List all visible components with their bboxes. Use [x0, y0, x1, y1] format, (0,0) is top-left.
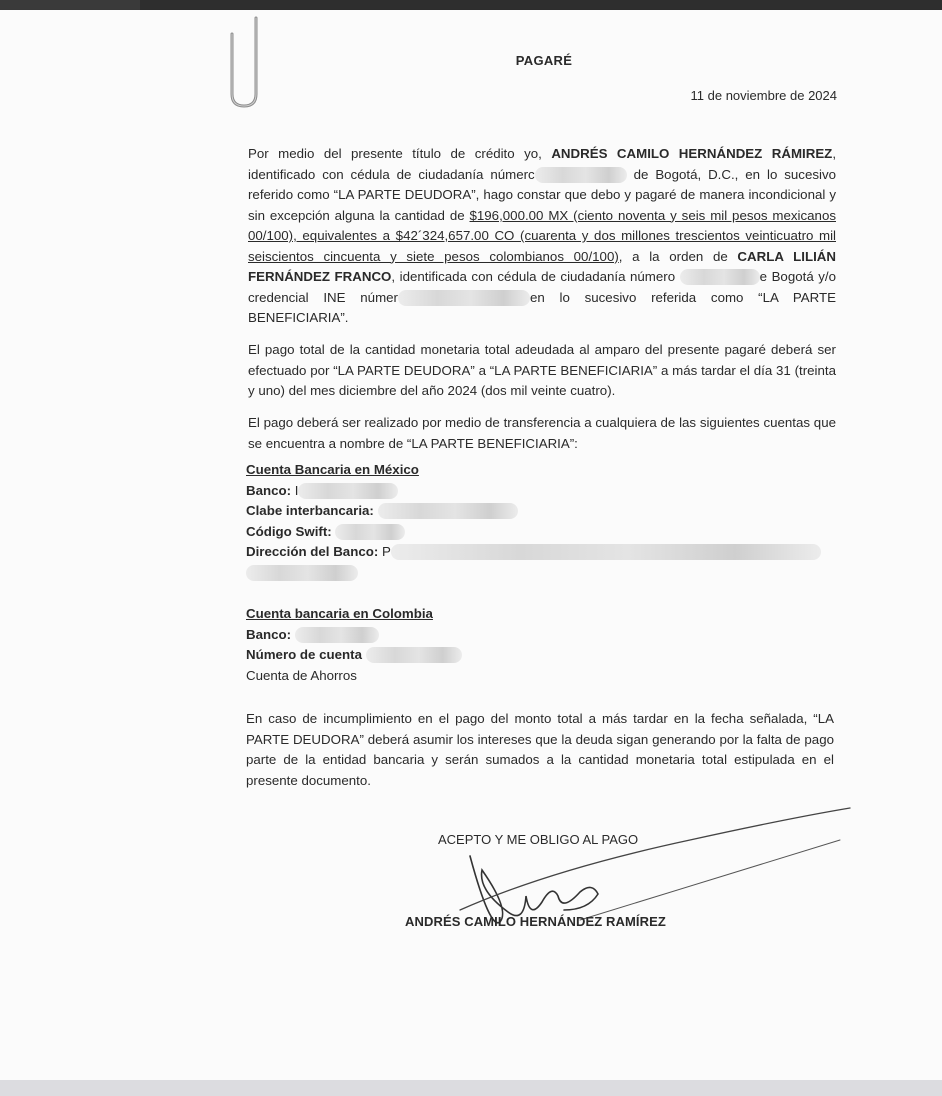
paragraph-payment-method: El pago deberá ser realizado por medio de transferencia a cualquiera de las siguientes cuentas que se encuentra a nombre de “LA PARTE BENEFICIARIA”: — [248, 415, 836, 451]
paragraph-default-clause: En caso de incumplimiento en el pago del monto total a más tardar en la fecha señalada, “LA PARTE DEUDORA” deberá asumir los intereses que la deuda sigan generando por la falta de pago parte de la entidad bancaria y serán sumados a la cantidad monetaria total estipulada en el presente documento. — [246, 711, 834, 788]
document-title: PAGARÉ — [515, 53, 573, 68]
account-type: Cuenta de Ahorros — [246, 667, 357, 683]
redacted-value — [335, 524, 405, 540]
colombia-account: Cuenta bancaria en Colombia Banco: Número de cuenta Cuenta de Ahorros — [246, 604, 846, 686]
bottom-edge — [0, 1080, 942, 1096]
paragraph-payment-date: El pago total de la cantidad monetaria total adeudada al amparo del presente pagaré deberá ser efectuado por “LA PARTE DEUDORA” a “LA PARTE BENEFICIARIA” a más tardar el día 31 (treinta y uno) del mes diciembre del año 2024 (dos mil veinte cuatro). — [248, 342, 836, 398]
document-date: 11 de noviembre de 2024 — [690, 88, 837, 103]
redacted-value — [391, 544, 821, 560]
redacted-value — [298, 483, 398, 499]
redacted-id — [535, 167, 627, 183]
signature-caption: ACEPTO Y ME OBLIGO AL PAGO — [438, 832, 639, 847]
amount-text: $196,000.00 MX (ciento noventa y seis mil pesos mexicanos 00/100), equivalentes a $42´324,657.00 CO (cuarenta y dos millones trescientos veinticuatro mil seiscientos cincuenta y siete pesos colombianos 00/100) — [248, 207, 836, 264]
creditor-name: CARLA LILIÁN FERNÁNDEZ FRANCO — [248, 248, 836, 284]
redacted-ine — [398, 290, 530, 306]
redacted-value — [295, 627, 379, 643]
debtor-name: ANDRÉS CAMILO HERNÁNDEZ RÁMIREZ — [551, 146, 833, 161]
redacted-id — [680, 269, 760, 285]
redacted-value — [378, 503, 518, 519]
redacted-value — [366, 647, 462, 663]
signer-name: ANDRÉS CAMILO HERNÁNDEZ RAMÍREZ — [405, 914, 666, 929]
paragraph-obligation: Por medio del presente título de crédito yo, ANDRÉS CAMILO HERNÁNDEZ RÁMIREZ, identificado con cédula de ciudadanía númerc de Bogotá, D.C., en lo sucesivo referido como “LA PARTE DEUDORA”, hago constar que debo y pagaré de manera incondicional y sin excepción alguna la cantidad de $196,000.00 MX (ciento noventa y seis mil pesos mexicanos 00/100), equivalentes a $42´324,657.00 CO (cuarenta y dos millones trescientos veinticuatro mil seiscientos cincuenta y siete pesos colombianos 00/100), a la orden de CARLA LILIÁN FERNÁNDEZ FRANCO, identificada con cédula de ciudadanía número e Bogotá y/o credencial INE númer en lo sucesivo referida como “LA PARTE BENEFICIARIA”. — [248, 146, 837, 325]
colombia-heading: Cuenta bancaria en Colombia — [246, 606, 433, 621]
redacted-value — [246, 565, 358, 581]
mexico-account: Cuenta Bancaria en México Banco: I Clabe interbancaria: Código Swift: Dirección del Banco: P — [246, 460, 846, 583]
mexico-heading: Cuenta Bancaria en México — [246, 462, 419, 477]
